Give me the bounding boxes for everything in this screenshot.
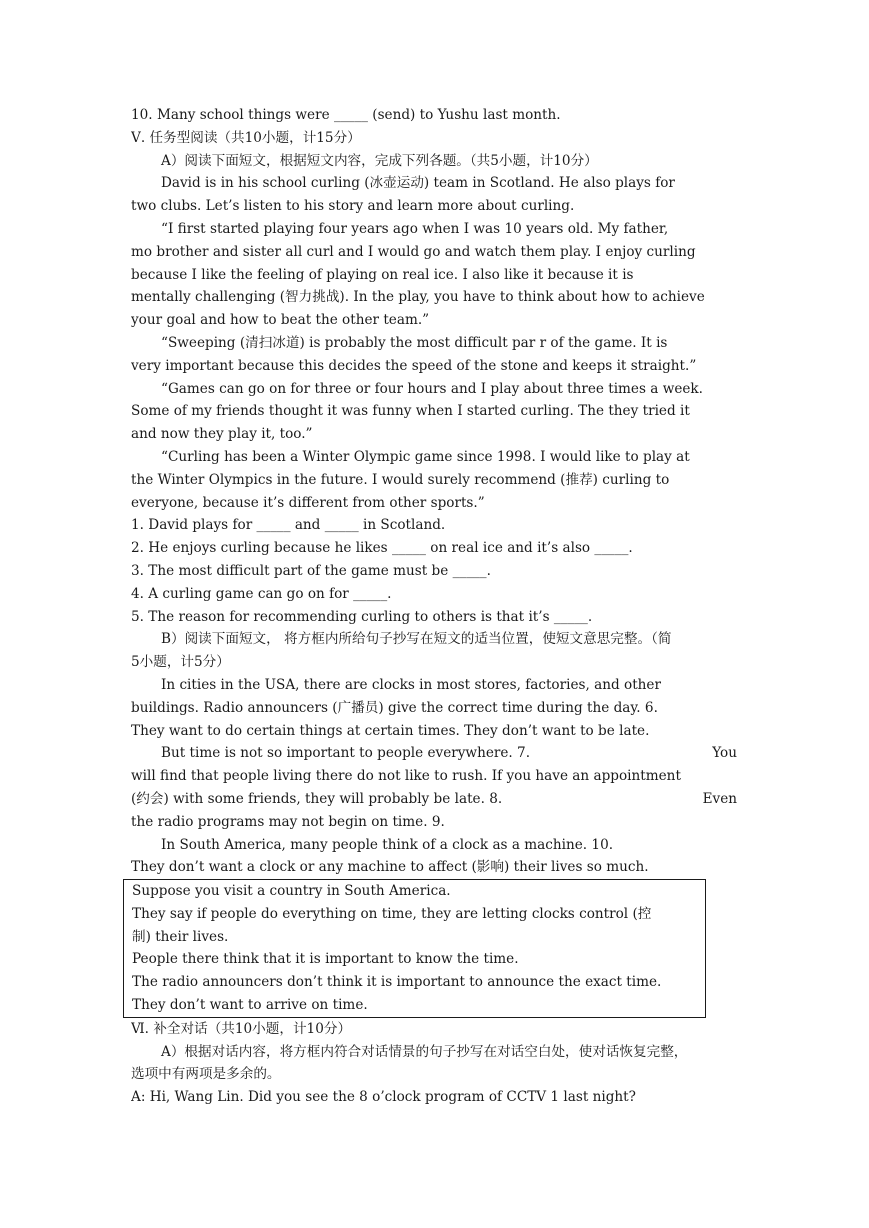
- part-a-questions: [131, 514, 737, 628]
- passage-line: David is in his school curling (冰壶运动) team in Scotland. He also plays for: [161, 175, 675, 192]
- passage-line: mentally challenging (智力挑战). In the play, you have to think about how to achieve: [131, 289, 705, 306]
- options-box: [123, 879, 706, 1018]
- passage-text: (约会) with some friends, they will probably be late. 8.: [131, 790, 503, 807]
- section-6-heading: Ⅵ. 补全对话（共10小题，计10分）: [131, 1020, 352, 1037]
- option-line: 制) their lives.: [132, 928, 229, 945]
- passage-line: “Sweeping (清扫冰道) is probably the most difficult par r of the game. It is: [161, 334, 668, 351]
- question-item: 1. David plays for _____ and _____ in Scotland.: [131, 517, 446, 534]
- section-5-heading: Ⅴ. 任务型阅读（共10小题，计15分）: [131, 129, 361, 146]
- passage-line: very important because this decides the speed of the stone and keeps it straight.”: [131, 357, 697, 374]
- option-line: The radio announcers don’t think it is important to announce the exact time.: [132, 974, 662, 991]
- passage-line: because I like the feeling of playing on real ice. I also like it because it is: [131, 266, 634, 283]
- passage-line: and now they play it, too.”: [131, 426, 313, 443]
- passage-line: everyone, because it’s different from other sports.”: [131, 494, 485, 511]
- question-item: 3. The most difficult part of the game must be _____.: [131, 562, 491, 579]
- section-6-instruction: A）根据对话内容，将方框内符合对话情景的句子抄写在对话空白处，使对话恢复完整，: [161, 1043, 688, 1060]
- passage-text: You: [712, 745, 737, 762]
- passage-line: will find that people living there do not like to rush. If you have an appointment: [131, 768, 681, 785]
- passage-line: In South America, many people think of a clock as a machine. 10.: [161, 836, 614, 853]
- passage-line: “Games can go on for three or four hours and I play about three times a week.: [161, 380, 703, 397]
- passage-line: They want to do certain things at certain times. They don’t want to be late.: [131, 722, 650, 739]
- passage-line: two clubs. Let’s listen to his story and learn more about curling.: [131, 198, 575, 215]
- passage-line: the Winter Olympics in the future. I would surely recommend (推荐) curling to: [131, 471, 670, 488]
- option-line: They don’t want to arrive on time.: [132, 997, 368, 1014]
- part-a-passage: [131, 172, 737, 514]
- passage-line: your goal and how to beat the other team.”: [131, 312, 430, 329]
- passage-line: mo brother and sister all curl and I would go and watch them play. I enjoy curling: [131, 243, 696, 260]
- option-line: Suppose you visit a country in South America.: [132, 883, 451, 900]
- option-line: They say if people do everything on time, they are letting clocks control (控: [132, 905, 652, 922]
- passage-text: Even: [702, 790, 737, 807]
- question-item: 2. He enjoys curling because he likes _____ on real ice and it’s also _____.: [131, 540, 633, 557]
- passage-line: Some of my friends thought it was funny when I started curling. The they tried it: [131, 403, 690, 420]
- passage-line: “I first started playing four years ago when I was 10 years old. My father,: [161, 220, 669, 237]
- part-b-instruction: B）阅读下面短文， 将方框内所给句子抄写在短文的适当位置，使短文意思完整。（简: [161, 631, 672, 648]
- passage-line: [131, 742, 737, 765]
- passage-line: the radio programs may not begin on time. 9.: [131, 813, 445, 830]
- passage-line: buildings. Radio announcers (广播员) give the correct time during the day. 6.: [131, 699, 658, 716]
- part-b-instruction-cont: 5小题，计5分）: [131, 654, 230, 671]
- part-b-passage: [131, 674, 737, 879]
- document-page: [131, 104, 737, 1109]
- passage-line: They don’t want a clock or any machine to affect (影响) their lives so much.: [131, 859, 649, 876]
- section-6-instruction-cont: 选项中有两项是多余的。: [131, 1066, 281, 1083]
- passage-line: “Curling has been a Winter Olympic game since 1998. I would like to play at: [161, 448, 690, 465]
- part-a-instruction: A）阅读下面短文，根据短文内容，完成下列各题。（共5小题，计10分）: [161, 152, 598, 169]
- passage-line: [131, 788, 737, 811]
- question-10: 10. Many school things were _____ (send) to Yushu last month.: [131, 107, 561, 123]
- passage-line: In cities in the USA, there are clocks in most stores, factories, and other: [161, 676, 661, 693]
- passage-text: But time is not so important to people everywhere. 7.: [161, 745, 531, 762]
- question-item: 4. A curling game can go on for _____.: [131, 585, 392, 602]
- dialog-line: A: Hi, Wang Lin. Did you see the 8 o’clock program of CCTV 1 last night?: [131, 1089, 636, 1106]
- question-item: 5. The reason for recommending curling to others is that it’s _____.: [131, 608, 593, 625]
- option-line: People there think that it is important to know the time.: [132, 951, 519, 968]
